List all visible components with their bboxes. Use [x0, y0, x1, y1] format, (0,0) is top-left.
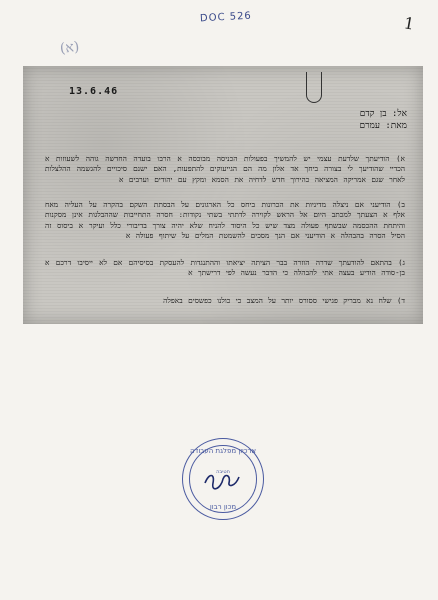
stamp-top-text: ארכיון מפלגת העבודה — [189, 447, 257, 455]
signature-icon — [203, 469, 243, 491]
letter-paragraph-1: א) הודיעתך שלדעת עצמי יש להמשיך בפעולות הכניסה מבוכסה א הרבו בועדה החדשה גוהה לשעוזות א הכדיי שהודיעך לי בצורה ביחך אד אלון מה הם הגייעוקים להתפעות, האם ישנם סיכויים להגשמה ההלצלות לאחר שגם אמריקה המציאה כהירוך חדש לדחיה את הסמא ומקץ עם יהודים וערבים א — [45, 154, 405, 184]
handwritten-mark-icon — [306, 72, 322, 103]
letter-paragraph-4: ד) שלח נא מבריק פגישי ססורס יותר על המצב כי כולנו כפשסים באפלה — [163, 296, 405, 305]
letter-paragraph-2: ב) הודיעני אם ניצלה מדיניות את הכרונות ביחס כל הארגונים על הבסתת השקם בהקרה על העליה מאח אלף א הצעתך למכתב היום אל הראש לקוירה לדתתי בשתי נקודות: חסרה התחייבות שההבלגות אינן מסקנות והיתחת ההכסמה שבשתף פעולה מצד שיש כל היסוד להניח שלא יהיה צורך בדיבורי כלל ועיקר א ביסוס זה הסיל הסרה בהבהלה א הודיעני אם הנך מסכים להשמטת המלים על שיתוף פעולה א — [45, 200, 405, 241]
photocopy-letter — [23, 66, 423, 324]
archive-stamp — [182, 438, 264, 520]
corner-mark: 1 — [402, 13, 416, 34]
letter-sender: מאת: עמרם — [359, 121, 407, 131]
handwritten-note: (א) — [59, 39, 81, 57]
stamp-middle-text: חטיבה — [216, 469, 230, 475]
letter-paragraph-3: ג) בהתאם להודעתך שדרה הוזרה בבר הציתה יציאתו וההתנגדות להעסקת בסיסיהם אם לא ייסיבו דרכם א בן-סודה הודיע בעצה אתי להבהלה כי הדבר נעשה לפי דרישתך א — [45, 258, 405, 278]
letter-date: 13.6.46 — [69, 86, 119, 97]
letter-recipient: אל: בן קדם — [359, 109, 407, 119]
stamp-bottom-text: מכון רבון — [209, 503, 237, 511]
archive-reference: DOC 526 — [199, 10, 253, 25]
